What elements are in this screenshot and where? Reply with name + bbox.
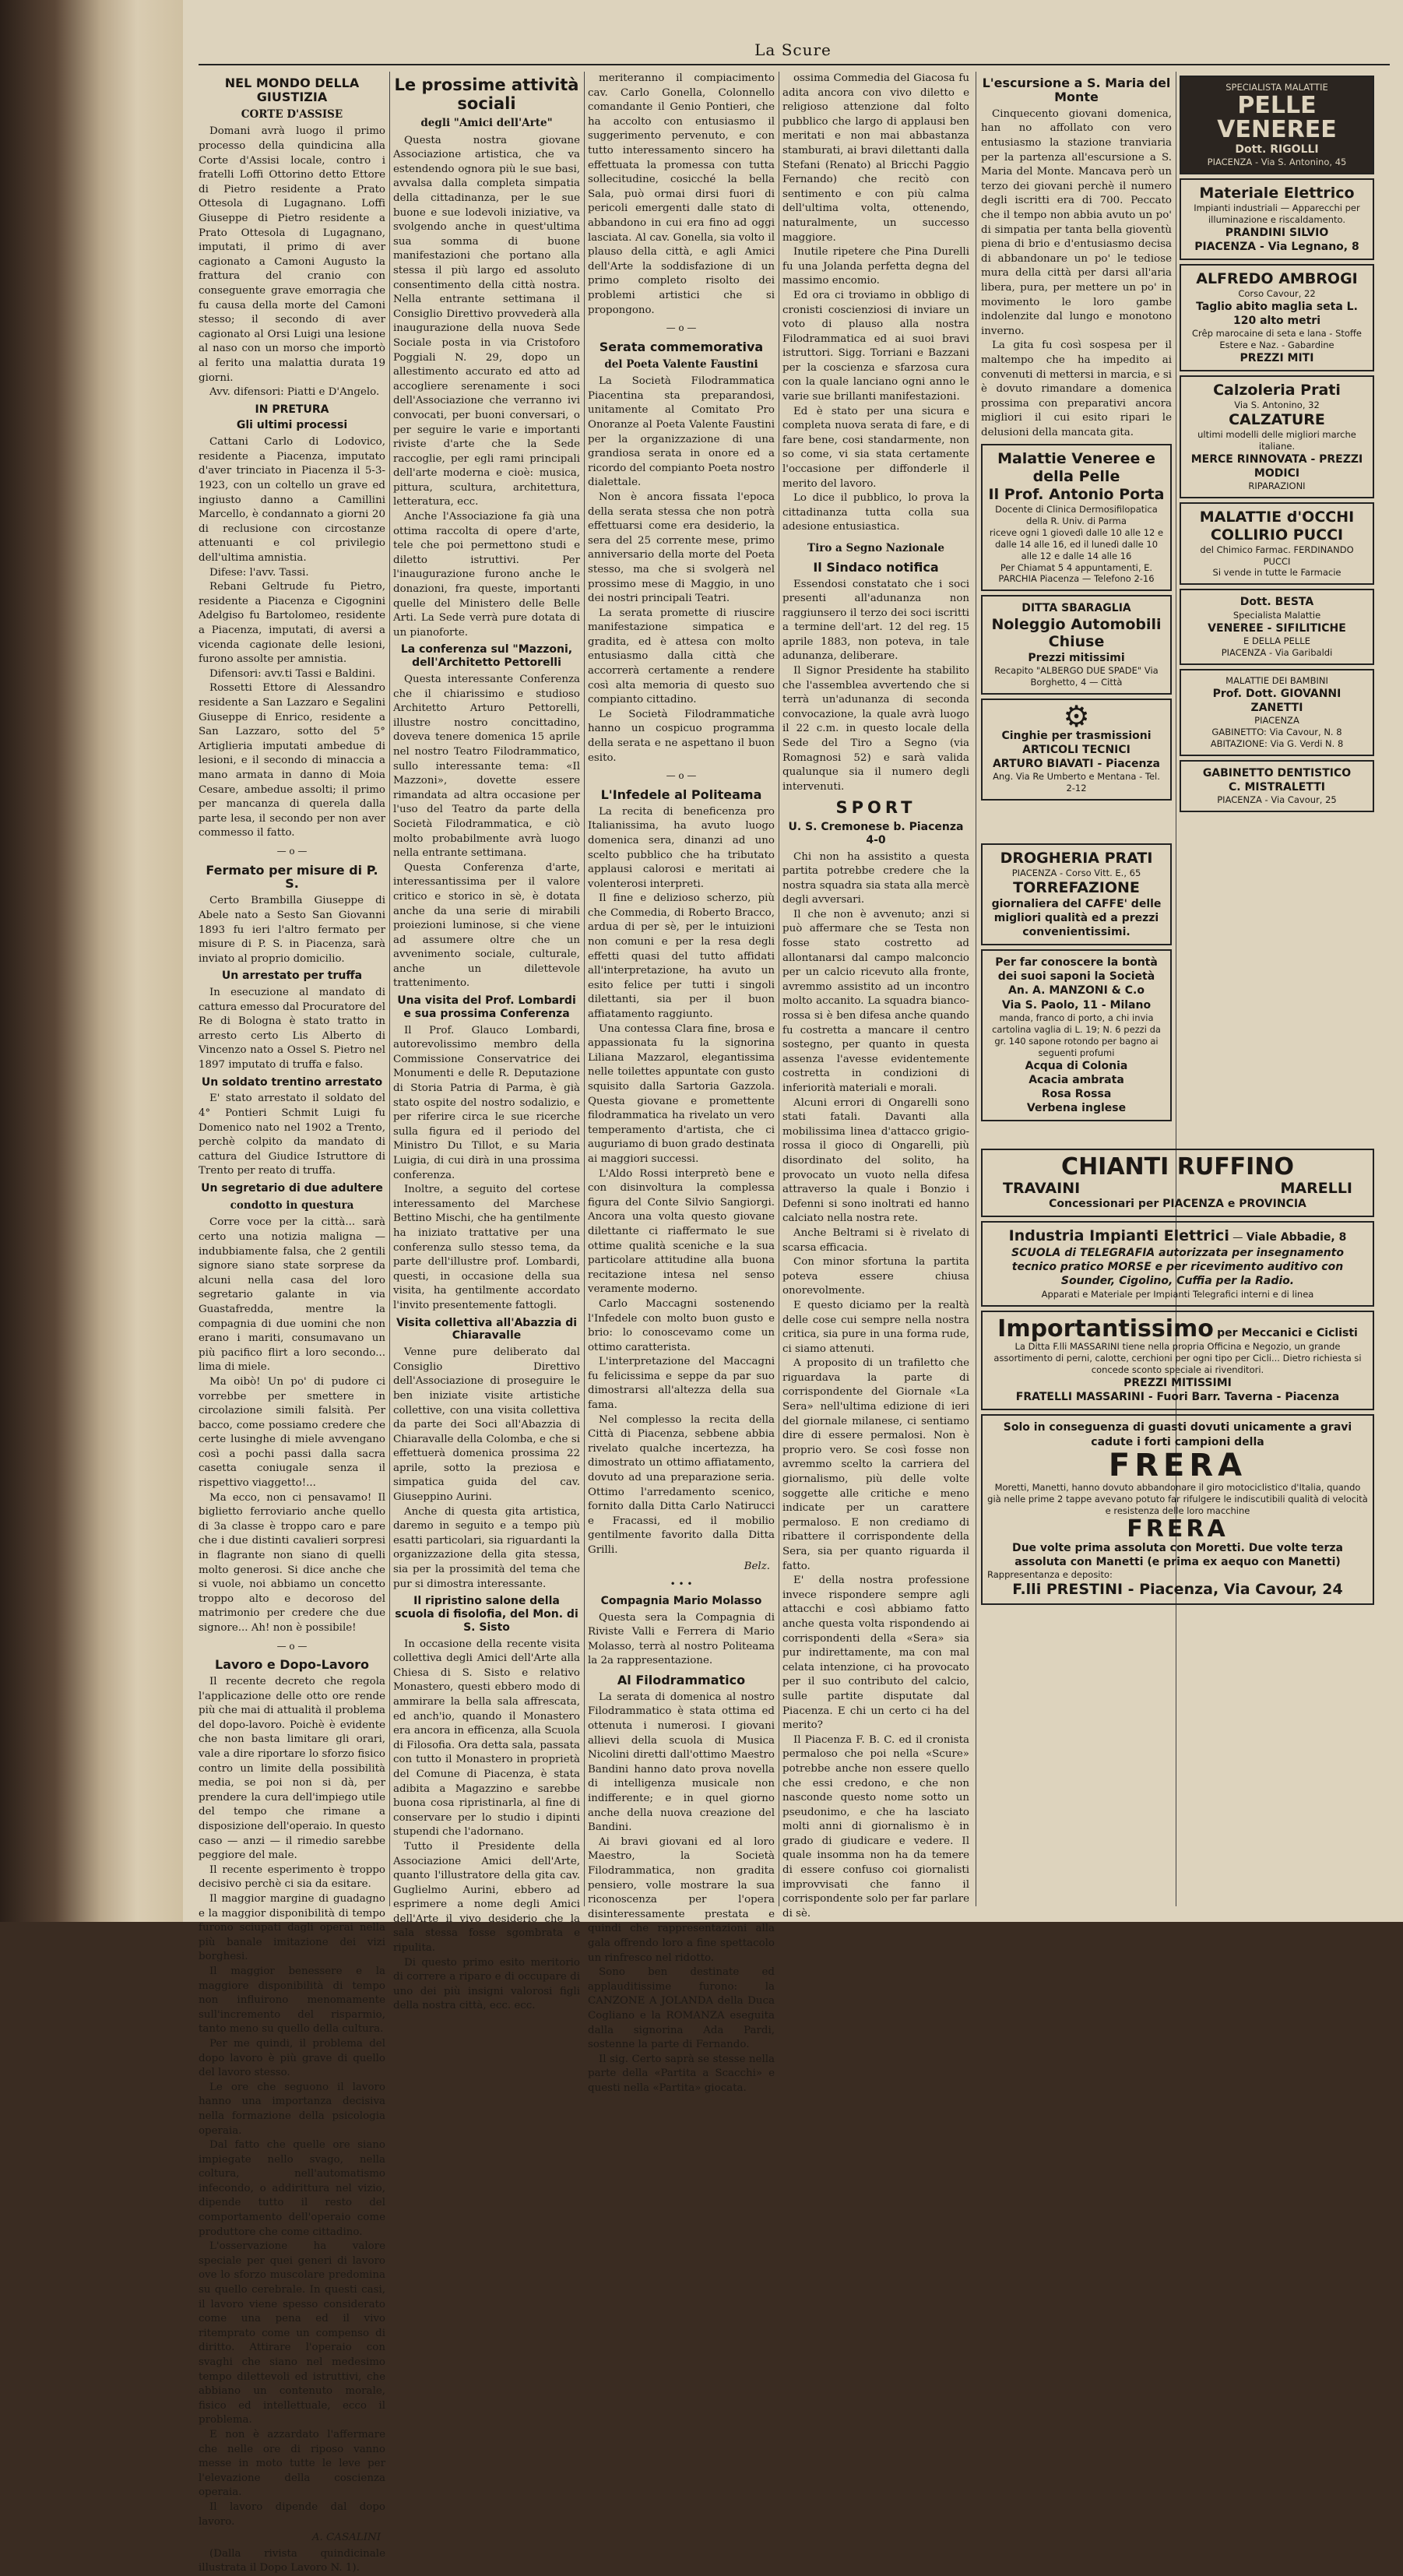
signature: A. CASALINI (311, 2532, 381, 2544)
paragraph: Ed ora ci troviamo in obbligo di cronisti coscienziosi di inviare un voto di plauso alla nostra Filodrammatica ed ai suoi bravi istruttori. Sigg. Torriani e Bazzani per la coscienza e sfarzosa cura con la quale lanciano ogni anno le varie sue brillanti manifestazioni. (782, 289, 969, 403)
headline-serata-commemorativa: Serata commemorativa (599, 339, 764, 354)
paragraph: Ma oibò! Un po' di pudore ci vorrebbe per smettere in circolazione simili falsità. Per bacco, come possiamo credere che certe lusinghe di miele avvengano così a pochi passi dalla sacra casetta coniugale senza il rispettivo viaggetto!... (199, 1375, 385, 1490)
paragraph: La Società Filodrammatica Piacentina sta preparandosi, unitamente al Comitato Pro Onoranze al Poeta Valente Faustini per la organizzazione di una grandiosa serata in onore ed a ricordo del compianto Poeta nostro dialettale. (588, 375, 775, 489)
paragraph: E questo diciamo per la realtà delle cose cui sempre nella nostra critica, sia pure in una forma rude, ci siamo attenuti. (782, 1299, 969, 1355)
paragraph: Sono ben destinate ed applauditissime furono: la CANZONE A JOLANDA della Duca Cogliano e la ROMANZA eseguita dalla signorina Ada Pardi, sostenne la parte di Fernando. (588, 1966, 775, 2051)
paragraph: Inoltre, a seguito del cortese interessamento del Marchese Bettino Mischi, che ha gentilmente ha iniziato trattative per una conferenza sullo stesso tema, da parte dell'illustre prof. Lombardi, questi, in occasione della sua visita, ha gentilmente accordato l'invito presentemente fattogli. (393, 1184, 580, 1311)
paragraph: Avv. difensori: Piatti e D'Angelo. (209, 386, 380, 399)
column-1 (199, 72, 385, 2574)
paragraph: Chi non ha assistito a questa partita potrebbe credere che la nostra squadra sia stata alla mercè degli avversari. (782, 850, 969, 906)
paragraph: Di questo primo esito meritorio di correre a riparo e di occupare di uno dei più insigni valorosi figli della nostra città, ecc. ecc. (393, 1956, 580, 2012)
masthead: La Scure (754, 40, 832, 59)
paragraph: Anche l'Associazione fa già una ottima raccolta di opere d'arte, tele che poi permettono studi e diletto istruttivi. Per l'inaugurazione furono anche le donazioni, fra queste, importanti quelle del Ministero delle Belle Arti. La Sede verrà pure dotata di un pianoforte. (393, 511, 580, 639)
paragraph: Anche Beltrami si è rivelato di scarsa efficacia. (782, 1226, 969, 1254)
paragraph: La serata promette di riuscire manifestazione simpatica e gradita, ed è attesa con molto entusiasmo dalla città che accorrerà certamente a rendere così alta memoria di questo suo compianto cittadino. (588, 607, 775, 706)
paragraph: Inutile ripetere che Pina Durelli fu una Jolanda perfetta degna del massimo encomio. (782, 246, 969, 287)
paragraph: Questa Conferenza d'arte, interessantissima per il valore critico e storico in sè, è dotata anche da una serie di mirabili proiezioni luminose, si che viene ad assumere oltre che un avvenimento sociale, culturale, anche un dilettevole trattenimento. (393, 861, 580, 990)
masthead-rule (199, 64, 1390, 65)
headline-infedele: L'Infedele al Politeama (600, 787, 762, 802)
ad-prandini: Materiale Elettrico Impianti industriali — Apparecchi per illuminazione e riscaldamento. PRANDINI SILVIO PIACENZA - Via Legnano, 8 (1180, 178, 1374, 260)
headline-filodrammatico: Al Filodrammatico (617, 1672, 746, 1687)
headline-fermato: Fermato per misure di P. S. (206, 862, 378, 892)
paragraph: Il maggior benessere e la maggiore disponibilità di tempo non influirono menomamente sull'incremento del risparmio, tanto meno su quello della cultura. (199, 1965, 385, 2036)
separator: — o — (276, 1640, 308, 1652)
column-rule (584, 72, 585, 1906)
headline-attivita-sociali: Le prossime attività sociali (394, 76, 579, 113)
ad-mistraletti: GABINETTO DENTISTICO C. MISTRALETTI PIACENZA - Via Cavour, 25 (1180, 760, 1374, 812)
ad-drogheria-prati: DROGHERIA PRATI PIACENZA - Corso Vitt. E., 65 TORREFAZIONE giornaliera del CAFFE' delle migliori qualità ed a prezzi convenientissimi. (981, 843, 1172, 945)
paragraph: Dal fatto che quelle ore siano impiegate nello svago, nella coltura, nell'automatismo infecondo, o addirittura nel vizio, dipende tutto il resto del comportamento dell'operaio come produttore che come cittadino. (199, 2139, 385, 2238)
paragraph: Corre voce per la città... sarà certo una notizia maligna — indubbiamente falsa, che 2 gentili signore siano state sorprese da alcuni nella casa del loro segretario galante in via Guastafredda, mentre la compagnia di due uomini che non erano i mariti, consumavano un più pacifico flirt a loro secondo... lima di miele. (199, 1216, 385, 1374)
ad-calzoleria-prati: Calzoleria Prati Via S. Antonino, 32 CALZATURE ultimi modelli delle migliori marche italiane. MERCE RINNOVATA - PREZZI MODICI RIPARAZIONI (1180, 375, 1374, 498)
paragraph: La gita fu così sospesa per il maltempo che ha impedito ai convenuti di mettersi in marcia, e si è dovuto rimandare a domenica prossima con preparativi ancora migliori il cui esito ripari le delusioni della mancata gita. (981, 340, 1172, 438)
ad-sbaraglia: DITTA SBARAGLIA Noleggio Automobili Chiuse Prezzi mitissimi Recapito "ALBERGO DUE SPADE" Via Borghetto, 4 — Città (981, 595, 1172, 695)
paragraph: E' della nostra professione invece rispondere sempre agli attacchi e così abbiamo fatto anche questa volta rispondendo ai corrispondenti della «Sera» sia pur indirettamente, ma con mal celata intenzione, ci ha provocato per il suo contributo del calcio, sulle partite disputate dal Piacenza. E chi un certo ci ha del merito? (782, 1575, 969, 1732)
paragraph: Tutto il Presidente della Associazione Amici dell'Arte, quanto l'illustratore della gita cav. Guglielmo Aurini, ebbero ad esprimere a nome degli Amici dell'Arte il vivo desiderio che la sala stessa fosse sgombrata e ripulita. (393, 1840, 580, 1955)
column-2 (393, 72, 580, 2012)
separator: — o — (666, 322, 697, 334)
paragraph: E' stato arrestato il soldato del 4° Pontieri Schmit Luigi fu Domenico nato nel 1902 a Trento, perchè colpito da mandato di cattura del Giudice Istruttore di Trento per reato di truffa. (199, 1093, 385, 1177)
paragraph: Cinquecento giovani domenica, han no affollato con vero entusiasmo la stazione tranviaria per la partenza all'escursione a S. Maria del Monte. Mancava però un terzo dei giovani perchè il numero degli iscritti era di 700. Peccato che il tempo non abbia avuto un po' di simpatia per tanta bella gioventù piena di brio e d'entusiasmo decisa di abbandonare un po' le tediose mura della città per darsi all'aria libera, pura, per mettere un po' in movimento le loro gambe indolenzite dal lungo e monotono inverno. (981, 107, 1172, 337)
ad-besta: Dott. BESTA Specialista Malattie VENEREE - SIFILITICHE E DELLA PELLE PIACENZA - Via Garibaldi (1180, 589, 1374, 664)
subhead-molasso: Compagnia Mario Molasso (600, 1594, 762, 1607)
subhead-conferenza-mazzoni: La conferenza sul "Mazzoni, dell'Architetto Pettorelli (400, 643, 573, 670)
paragraph: Essendosi constatato che i soci presenti all'adunanza non raggiunsero il terzo dei soci iscritti a termine dell'art. 12 del reg. 15 aprile 1883, non poteva, in tale adunanza, deliberare. (782, 578, 969, 663)
headline-escursione: L'escursione a S. Maria del Monte (982, 76, 1171, 104)
headline-giustizia: NEL MONDO DELLA GIUSTIZIA (224, 76, 360, 104)
headline-sport: SPORT (835, 798, 916, 818)
subhead-arrestato: Un arrestato per truffa (221, 970, 363, 983)
subhead-pretura: IN PRETURA (255, 403, 329, 416)
column-6 (1180, 72, 1374, 1139)
subhead-faustini: del Poeta Valente Faustini (604, 357, 758, 371)
ad-manzoni: Per far conoscere la bontà dei suoi saponi la Società An. A. MANZONI & C.o Via S. Paolo, 11 - Milano manda, franco di porto, a chi invia cartolina vaglia di L. 19; N. 6 pezzi da gr. 140 sapone rotondo per bagno ai seguenti profumi Acqua di Colonia Acacia ambrata Rosa Rossa Verbena inglese (981, 949, 1172, 1121)
paragraph: Alcuni errori di Ongarelli sono stati fatali. Davanti alla mobilissima linea d'attacco grigio-rossa il gioco di Ongarelli, più disordinato del solito, ha provocato un vuoto nella difesa attraverso la quale i Bonzio i Defenni si sono inoltrati ed hanno calciato nella nostra rete. (782, 1096, 969, 1225)
paragraph: Carlo Maccagni sostenendo l'Infedele con molto buon gusto e brio: lo conoscevamo come un ottimo caratterista. (588, 1297, 775, 1353)
paragraph: L'osservazione ha valore speciale per quei generi di lavoro ove lo sforzo muscolare predomina su quello cerebrale. In questi casi, il lavoro viene spesso considerato come una pena ed il vivo ritemprato come un compenso di diritto. Attirare l'operaio con svaghi che siano nel medesimo tempo dilettevoli ed istruttivi, che abbiano un contenuto morale, fisico ed intellettuale, ecco il problema. (199, 2240, 385, 2426)
subhead-ultimi-processi: Gli ultimi processi (236, 419, 348, 432)
paragraph: In occasione della recente visita collettiva degli Amici dell'Arte alla Chiesa di S. Sisto e relativo Monastero, questi ebbero modo di ammirare la bella sala affrescata, ed anch'io, quando il Monastero era ancora in efficenza, alla Scuola di Filosofia. Ora detta sala, passata con tutto il Monastero in proprietà del Comune di Piacenza, è stata adibita a Magazzino e sarebbe buona cosa ripristinarla, al fine di conservare per lo studio i dipinti stupendi che l'adornano. (393, 1638, 580, 1839)
subhead-corte-assise: CORTE D'ASSISE (241, 107, 343, 121)
paragraph: Ma ecco, non ci pensavamo! Il biglietto ferroviario anche quello di 3a classe è troppo caro e pare che i due distinti cavalieri sorpresi in flagrante non siano di quelli molto generosi. Si dice anche che si vuole, noi abbiamo un concetto troppo alto e decoroso del matrimonio per credere che due signore... Ah! non è possibile! (199, 1491, 385, 1635)
paragraph: Rebani Geltrude fu Pietro, residente a Piacenza e Cigognini Adelgiso fu Bartolomeo, residente a Piacenza, imputati, di aversi a vicenda cagionate delle lesioni, furono assolte per amnistia. (199, 581, 385, 666)
bottom-ads (981, 1145, 1374, 1906)
ad-collirio-pucci: MALATTIE d'OCCHI COLLIRIO PUCCI del Chimico Farmac. FERDINANDO PUCCI Si vende in tutte le Farmacie (1180, 502, 1374, 585)
paragraph: Le Società Filodrammatiche hanno un cospicuo programma della serata e ne aspettano il buon esito. (588, 708, 775, 764)
paragraph: Difensori: avv.ti Tassi e Baldini. (209, 667, 376, 680)
subhead-cremonese: U. S. Cremonese b. Piacenza 4-0 (788, 820, 964, 846)
paragraph: Per me quindi, il problema del dopo lavoro è più grave di quello del lavoro stesso. (199, 2037, 385, 2079)
paragraph: A proposito di un trafiletto che riguardava la parte di corrispondente del Giornale «La Sera» nell'ultima edizione di ieri del giornale milanese, ci sentiamo dire di essere permalosi. Non è proprio vero. Se così fosse non avremmo scelto la carriera del giornalismo, più delle volte soggette alle critiche e meno indicate per un carattere permaloso. E non crediamo di ribattere il corrispondente della Sera, sia per quanto riguarda il fatto. (782, 1357, 969, 1572)
paragraph: Anche di questa gita artistica, daremo in seguito e a tempo più esatti particolari, sia riguardanti la organizzazione della gita stessa, sia per la prossimità del tema che pur si dimostra interessante. (393, 1505, 580, 1590)
paragraph: La recita di beneficenza pro Italianissima, ha avuto luogo domenica sera, dinanzi ad uno scelto pubblico che ha tributato applausi calorosi e meritati ai volenterosi interpreti. (588, 805, 775, 890)
subhead-chiaravalle: Visita collettiva all'Abazzia di Chiaravalle (396, 1316, 578, 1343)
paragraph: Le ore che seguono il lavoro hanno una importanza decisiva nella formazione della psicologia operaia. (199, 2081, 385, 2137)
paragraph: Ai bravi giovani ed al loro Maestro, la Società Filodrammatica, non gradita pensiero, volle mostrare la sua riconoscenza per l'opera disinteressamente prestata e quindi che rappresentazioni alla gala offrendo loro a fine spettacolo un rinfresco nel ridotto. (588, 1835, 775, 1964)
paragraph: Il che non è avvenuto; anzi si può affermare che se Testa non fosse stato costretto ad allontanarsi dal campo malconcio per un calcio ricevuto alla fronte, avremmo assistito ad un incontro molto accanito. La squadra bianco-rossa si è ben difesa anche quando fu costretta a mancare il centro sostegno, per quanto in questa assenza l'avesse evidentemente costretta in condizioni di inferiorità materiali e morali. (782, 908, 969, 1095)
subhead-visita-lombardi: Una visita del Prof. Lombardi e sua prossima Conferenza (397, 994, 576, 1020)
ad-zanetti: MALATTIE DEI BAMBINI Prof. Dott. GIOVANNI ZANETTI PIACENZA GABINETTO: Via Cavour, N. 8 ABITAZIONE: Via G. Verdi N. 8 (1180, 669, 1374, 756)
paragraph: In esecuzione al mandato di cattura emesso dal Procuratore del Re di Bologna è stato tratto in arresto certo Lis Alberto di Vincenzo nato a Ossel S. Pietro nel 1897 imputato di truffa e falso. (199, 987, 385, 1072)
headline-lavoro: Lavoro e Dopo-Lavoro (215, 1657, 369, 1673)
newspaper-page (183, 0, 1403, 2574)
paragraph: Questa nostra giovane Associazione artistica, che va estendendo ognora più le sue basi, avvalsa dalla completa simpatia della cittadinanza, per le sue buone e sue lodevoli iniziative, va svolgendo anche in quest'ultima sua somma di buone manifestazioni che portano alla stessa il più largo ed assoluto consentimento della città nostra. Nella entrante settimana il Consiglio Direttivo provvederà alla inaugurazione della nuova Sede Sociale posta in via Cristoforo Poggiali N. 29, dopo un allestimento accurato ed atto ad accogliere serenamente i soci dell'Associazione che verranno ivi convocati, per buoni conversari, o per seguire le varie e importanti riviste d'arte che la Sede raccoglie, per egli rami principali dell'arte moderna e cioè: musica, pittura, scultura, architettura, letteratura, ecc. (393, 134, 580, 509)
paragraph: E non è azzardato l'affermare che nelle ore di riposo vanno messe in moto tutte le leve per l'elevazione della coscienza operaia. (199, 2428, 385, 2499)
separator: — o — (276, 845, 308, 857)
paragraph: Cattani Carlo di Lodovico, residente a Piacenza, imputato d'aver trinciato in Piacenza il 5-3-1923, con un coltello un grave ed ingiusto danno a Camillini Marcello, è condannato a giorni 20 di reclusione con circostanze attenuanti e col privilegio dell'ultima amnistia. (199, 436, 385, 565)
paragraph: Certo Brambilla Giuseppe di Abele nato a Sesto San Giovanni 1893 fu ieri l'altro fermato per misure di P. S. in Piacenza, sarà inviato al proprio domicilio. (199, 895, 385, 965)
paragraph: meriteranno il compiacimento cav. Carlo Gonella, Colonnello comandante il Genio Pontieri, che ha accolto con entusiasmo il suggerimento pervenuto, e con tutto interessamento sincero ha effettuata la promessa con tutta sollecitudine, cosicché la bella Sala, può ormai dirsi fuori di pericoli emergenti dalle stato di abbandono in cui era fino ad oggi lasciata. Al cav. Gonella, sia volto il plauso della città, e agli Amici dell'Arte la soddisfazione di un primo completo risolto dei problemi artistici che si propongono. (588, 72, 775, 316)
paragraph: L'interpretazione del Maccagni fu felicissima e seppe da par suo dimostrarsi all'altezza della sua fama. (588, 1356, 775, 1412)
column-5-lower (981, 839, 1172, 1139)
ad-biavati: ⚙ Cinghie per trasmissioni ARTICOLI TECNICI ARTURO BIAVATI - Piacenza Ang. Via Re Umberto e Mentana - Tel. 2-12 (981, 699, 1172, 801)
paragraph: Il recente esperimento è troppo decisivo perchè ci sia da esitare. (199, 1863, 385, 1891)
column-3 (588, 72, 775, 2094)
paragraph: L'Aldo Rossi interpretò bene e con disinvoltura la complessa figura del Conte Silvio Sangiorgi. Ancora una volta questo giovane dilettante ci riaffermato le sue ottime qualità sceniche e la sua particolare attitudine alla buona recitazione intesa nel senso veramente moderno. (588, 1167, 775, 1296)
ad-ambrogi: ALFREDO AMBROGI Corso Cavour, 22 Taglio abito maglia seta L. 120 alto metri Crêp marocaine di seta e lana - Stoffe Estere e Naz. - Gabardine PREZZI MITI (1180, 264, 1374, 371)
subhead-questura: condotto in questura (230, 1198, 354, 1212)
ad-impianti-elettrici: Industria Impianti Elettrici — Viale Abbadie, 8 SCUOLA di TELEGRAFIA autorizzata per insegnamento tecnico pratico MORSE e per ricevimento auditivo con Sounder, Cigolino, Cuffia per la Radio. Apparati e Materiale per Impianti Telegrafici interni e di linea (981, 1221, 1374, 1306)
paragraph: Il Prof. Glauco Lombardi, autorevolissimo membro della Commissione Conservatrice dei Monumenti e delle R. Deputazione di Storia Patria di Parma, è già stato ospite del nostro sodalizio, e per riferire circa le sue ricerche sulla figura ed il periodo del Ministro Du Tillot, e su Maria Luigia, di cui dirà in una prossima conferenza. (393, 1024, 580, 1181)
paragraph: Una contessa Clara fine, brosa e appassionata fu la signorina Liliana Mazzarol, elegantissima nelle toilettes appuntate con gusto squisito dalla Sartoria Gazzola. Questa giovane e promettente filodrammatica ha rivelato un vero temperamento d'artista, che ci auguriamo di buon grado destinata ai maggiori successi. (588, 1022, 775, 1165)
paragraph: Il Signor Presidente ha stabilito che l'assemblea avvertendo che si terrà un'adunanza di seconda convocazione, la quale avrà luogo il 22 c.m. in questo locale della Sede del Tiro a Segno (via Romagnosi 52) e sarà valida qualunque sia il numero degli intervenuti. (782, 665, 969, 793)
paragraph: Il lavoro dipende dal dopo lavoro. (199, 2500, 385, 2528)
subhead-san-sisto: Il ripristino salone della scuola di fisolofia, del Mon. di S. Sisto (395, 1595, 578, 1634)
separator: • • • (670, 1578, 693, 1590)
paragraph: Il Piacenza F. B. C. ed il cronista permaloso che poi nella «Scure» potrebbe anche non essere quello che essi credono, e che non nasconde questo nome sotto un pseudonimo, e che ha lasciato molti anni di giornalismo è in grado di giudicare e vedere. Il quale insomma non ha da temere di essere confuso coi giornalisti improvvisati che fanno il corrispondente solo per far parlare di sè. (782, 1733, 969, 1920)
paragraph: Questa interessante Conferenza che il chiarissimo e studioso Architetto Arturo Pettorelli, illustre nostro concittadino, doveva tenere domenica 15 aprile nel nostro Teatro Filodrammatico, sullo interessante tema: «Il Mazzoni», dovette essere rimandata ad altra occasione per l'uso del Teatro da parte della Società Filodrammatica, e ciò molto probabilmente avrà luogo nella entrante settimana. (393, 674, 580, 860)
separator: — o — (666, 770, 697, 782)
paragraph: Il recente decreto che regola l'applicazione delle otto ore rende più che mai di attualità il problema del dopo-lavoro. Poichè è evidente che non basta limitare gli orari, vale a dire riportare lo sforzo fisico contro un limite della possibilità media, se poi non si dà, per prendere la cura dell'impiego utile del tempo che rimane a disposizione dell'operaio. In questo caso — anzi — il rimedio sarebbe peggiore del male. (199, 1676, 385, 1862)
ad-massarini: Importantissimo per Meccanici e Ciclisti La Ditta F.lli MASSARINI tiene nella propria Officina e Negozio, un grande assortimento di perni, calotte, cerchioni per ogni tipo per Cicli... Dietro richiesta si concede sconto speciale ai rivenditori. PREZZI MITISSIMI FRATELLI MASSARINI - Fuori Barr. Taverna - Piacenza (981, 1311, 1374, 1411)
paragraph: ossima Commedia del Giacosa fu adita ancora con vivo diletto e religioso attenzione dal folto pubblico che largo di applausi ben meritati e non mai abbastanza stamburati, ai bravi dilettanti dalla Stefani (Renato) al Bricchi Paggio Fernando) che recitò con sentimento e con più calma dell'ultima volta, ottenendo, naturalmente, un successo maggiore. (782, 72, 969, 244)
subhead-amici-arte: degli "Amici dell'Arte" (420, 117, 553, 130)
column-rule (389, 72, 390, 1906)
paragraph: Rossetti Ettore di Alessandro residente a San Lazzaro e Segalini Giuseppe di Enrico, residente a San Lazzaro, sotto del 5° Artiglieria imputati ambedue di lesioni, e il secondo di minaccia a mano armata in danno di Moia Cesare, ambedue assolti; il primo per mancanza di querela dalla parte lesa, il secondo per non aver commesso il fatto. (199, 682, 385, 839)
paragraph: Questa sera la Compagnia di Riviste Valli e Ferrera di Mario Molasso, terrà al nostro Politeama la 2a rappresentazione. (588, 1611, 775, 1667)
subhead-tiro-segno: Tiro a Segno Nazionale (807, 542, 944, 554)
paragraph: Il maggior margine di guadagno e la maggior disponibilità di tempo furono sciupati dagli operai nella più banale imitazione dei vizi borghesi. (199, 1893, 385, 1963)
paragraph: Ed è stato per una sicura e completa nuova serata di fare, e di fare bene, cosi standarmente, non so come, vi sia stata certamente l'occasione per diffonderle il merito del lavoro. (782, 405, 969, 490)
paragraph: Nel complesso la recita della Città di Piacenza, sebbene abbia rivelato qualche incertezza, ha dimostrato un ottimo affiatamento, dovuto ad una preparazione seria. Ottimo l'arredamento scenico, fornito dalla Ditta Carlo Natirucci e Fracassi, ed il mobilio gentilmente favorito dalla Ditta Grilli. (588, 1413, 775, 1556)
paragraph: Il sig. Certo saprà se stesse nella parte della «Partita a Scacchi» e questi nella «Partita» giocata. (588, 2053, 775, 2094)
ad-chianti-ruffino: CHIANTI RUFFINO TRAVAINI MARELLI Concessionari per PIACENZA e PROVINCIA (981, 1149, 1374, 1217)
ad-frera: Solo in conseguenza di guasti dovuti unicamente a gravi cadute i forti campioni della FRERA Moretti, Manetti, hanno dovuto abbandonare il giro motociclistico d'Italia, quando già nelle prime 2 tappe avevano potuto far rifulgere le indiscutibili qualità di velocità e resistenza delle loro macchine FRERA Due volte prima assoluta con Moretti. Due volte terza assoluta con Manetti (e prima ex aequo con Manetti) Rappresentanza e deposito: F.lli PRESTINI - Piacenza, Via Cavour, 24 (981, 1414, 1374, 1605)
book-binding (0, 0, 183, 1922)
footnote: (Dalla rivista quindicinale illustrata il Dopo Lavoro N. 1). (199, 2547, 385, 2574)
paragraph: Con minor sfortuna la partita poteva essere chiusa onorevolmente. (782, 1256, 969, 1297)
ad-rigolli: SPECIALISTA MALATTIE PELLE VENEREE Dott. RIGOLLI PIACENZA - Via S. Antonino, 45 (1180, 76, 1374, 174)
subhead-segretario: Un segretario di due adultere (201, 1182, 383, 1195)
paragraph: La serata di domenica al nostro Filodrammatico è stata ottima ed ottenuta i numerosi. I giovani allievi della scuola di Musica Nicolini diretti dall'ottimo Maestro Bandini hanno dato prova novella di intelligenza musicale non indifferente; e in quel giorno anche della nuova creazione del Bandini. (588, 1691, 775, 1834)
subhead-soldato: Un soldato trentino arrestato (201, 1075, 383, 1089)
headline-sindaco: Il Sindaco notifica (813, 559, 939, 575)
signature: Belz. (744, 1560, 770, 1572)
paragraph: Non è ancora fissata l'epoca della serata stessa che non potrà effettuarsi come era desiderio, la sera del 25 corrente mese, primo anniversario della morte del Poeta stesso, ma che si svolgerà nel prossimo mese di Maggio, in uno dei nostri principali Teatri. (588, 491, 775, 605)
engine-illustration: ⚙ (1063, 699, 1090, 734)
paragraph: Il fine e delizioso scherzo, più che Commedia, di Roberto Bracco, ardua di per sè, per le intuizioni non comuni e per la resa degli effetti quasi del tutto affidati all'interpretazione, ha avuto un esito felice per tutti i singoli dilettanti, sia per il buon affiatamento raggiunto. (588, 892, 775, 1021)
paragraph: Lo dice il pubblico, lo prova la cittadinanza tutta colla sua adesione entusiastica. (782, 492, 969, 533)
paragraph: Venne pure deliberato dal Consiglio Direttivo dell'Associazione di proseguire le ben iniziate visite artistiche collettive, con una visita collettiva da parte dei Soci all'Abazzia di Chiaravalle della Colomba, e che si effettuerà domenica prossima 22 aprile, sotto la preziosa e simpatica guida del cav. Giuseppino Aurini. (393, 1346, 580, 1504)
paragraph: Domani avrà luogo il primo processo della quindicina alla Corte d'Assisi locale, contro i fratelli Loffi Ottorino detto Ettore di Pietro residente a Prato Ottesola di Lugagnano. Loffi Giuseppe di Pietro residente a Prato Ottesola di Lugagnano, imputati, il primo di aver cagionato a Camoni Augusto la frattura del cranio con conseguente grave emorragia che fu causa della morte del Camoni stesso; il secondo di aver cagionato al Orsi Luigi una lesione al naso con un morso che importò al ferito una malattia durata 19 giorni. (199, 125, 385, 384)
column-4 (782, 72, 969, 1920)
ad-prof-porta: Malattie Veneree e della Pelle Il Prof. Antonio Porta Docente di Clinica Dermosifilopatica della R. Univ. di Parma riceve ogni 1 giovedì dalle 10 alle 12 e dalle 14 alle 16, ed il lunedì dalle 10 alle 12 e dalle 14 alle 16 Per Chiamat 5 4 appuntamenti, E. PARCHIA Piacenza — Telefono 2-16 (981, 444, 1172, 591)
paragraph: Difese: l'avv. Tassi. (209, 566, 309, 579)
